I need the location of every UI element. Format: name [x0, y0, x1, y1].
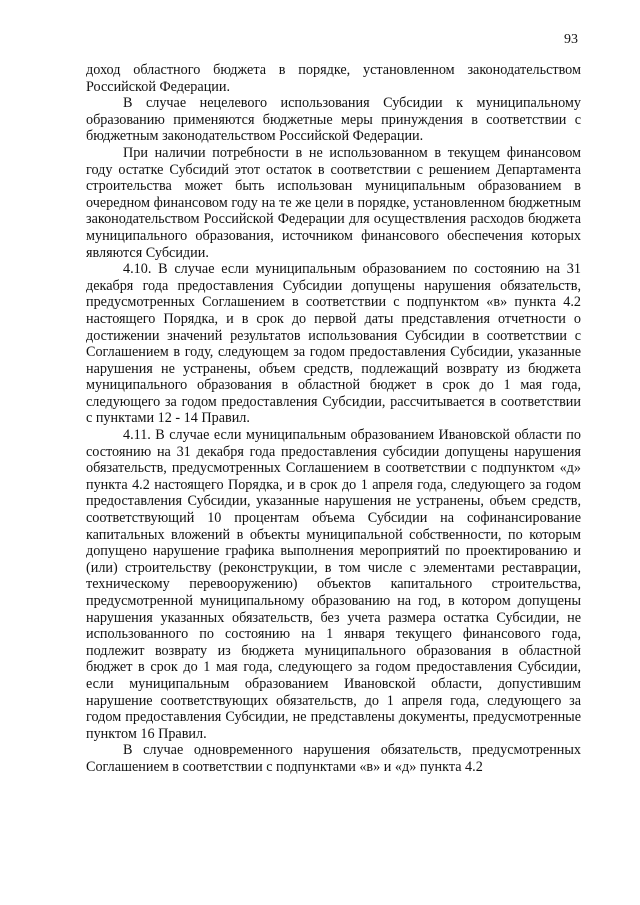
document-body — [86, 62, 581, 776]
paragraph-budget-income: доход областного бюджета в порядке, установленном законодательством Российской Федерации. — [86, 62, 581, 95]
paragraph-misuse-of-subsidy: В случае нецелевого использования Субсидии к муниципальному образованию применяются бюджетные меры принуждения в соответствии с бюджетным законодательством Российской Федерации. — [86, 95, 581, 145]
paragraph-simultaneous-violation: В случае одновременного нарушения обязательств, предусмотренных Соглашением в соответствии с подпунктами «в» и «д» пункта 4.2 — [86, 742, 581, 775]
page-number: 93 — [564, 32, 578, 47]
paragraph-4-11: 4.11. В случае если муниципальным образованием Ивановской области по состоянию на 31 декабря года предоставления субсидии допущены нарушения обязательств, предусмотренных Соглашением в соответствии с подпунктом «д» пункта 4.2 настоящего Порядка, и в срок до 1 апреля года, следующего за годом предоставления Субсидии, указанные нарушения не устранены, объем средств, соответствующий 10 процентам объема Субсидии на софинансирование капитальных вложений в объекты муниципальной собственности, по которым допущено нарушение графика выполнения мероприятий по проектированию и (или) строительству (реконструкции, в том числе с элементами реставрации, техническому перевооружению) объектов капитального строительства, предусмотренной муниципальному образованию на год, в котором допущены нарушения указанных обязательств, без учета размера остатка Субсидии, не использованного по состоянию на 1 января текущего финансового года, подлежит возврату из бюджета муниципального образования в областной бюджет в срок до 1 мая года, следующего за годом предоставления Субсидии, если муниципальным образованием Ивановской области, допустившим нарушение соответствующих обязательств, до 1 апреля года, следующего за годом предоставления Субсидии, не представлены документы, предусмотренные пунктом 16 Правил. — [86, 427, 581, 742]
paragraph-unused-balance: При наличии потребности в не использованном в текущем финансовом году остатке Субсидий этот остаток в соответствии с решением Департамента строительства может быть использован муниципальным образованием в очередном финансовом году на те же цели в порядке, установленном бюджетным законодательством Российской Федерации для осуществления расходов бюджета муниципального образования, источником финансового обеспечения которых являются Субсидии. — [86, 144, 581, 261]
paragraph-4-10: 4.10. В случае если муниципальным образованием по состоянию на 31 декабря года предоставления Субсидии допущены нарушения обязательств, предусмотренных Соглашением в соответствии с подпунктом «в» пункта 4.2 настоящего Порядка, и в срок до первой даты представления отчетности о достижении значений результатов использования Субсидии в соответствии с Соглашением в году, следующем за годом предоставления Субсидии, указанные нарушения не устранены, объем средств, подлежащий возврату из бюджета муниципального образования в областной бюджет в срок до 1 мая года, следующего за годом предоставления Субсидии, рассчитывается в соответствии с пунктами 12 - 14 Правил. — [86, 261, 581, 427]
